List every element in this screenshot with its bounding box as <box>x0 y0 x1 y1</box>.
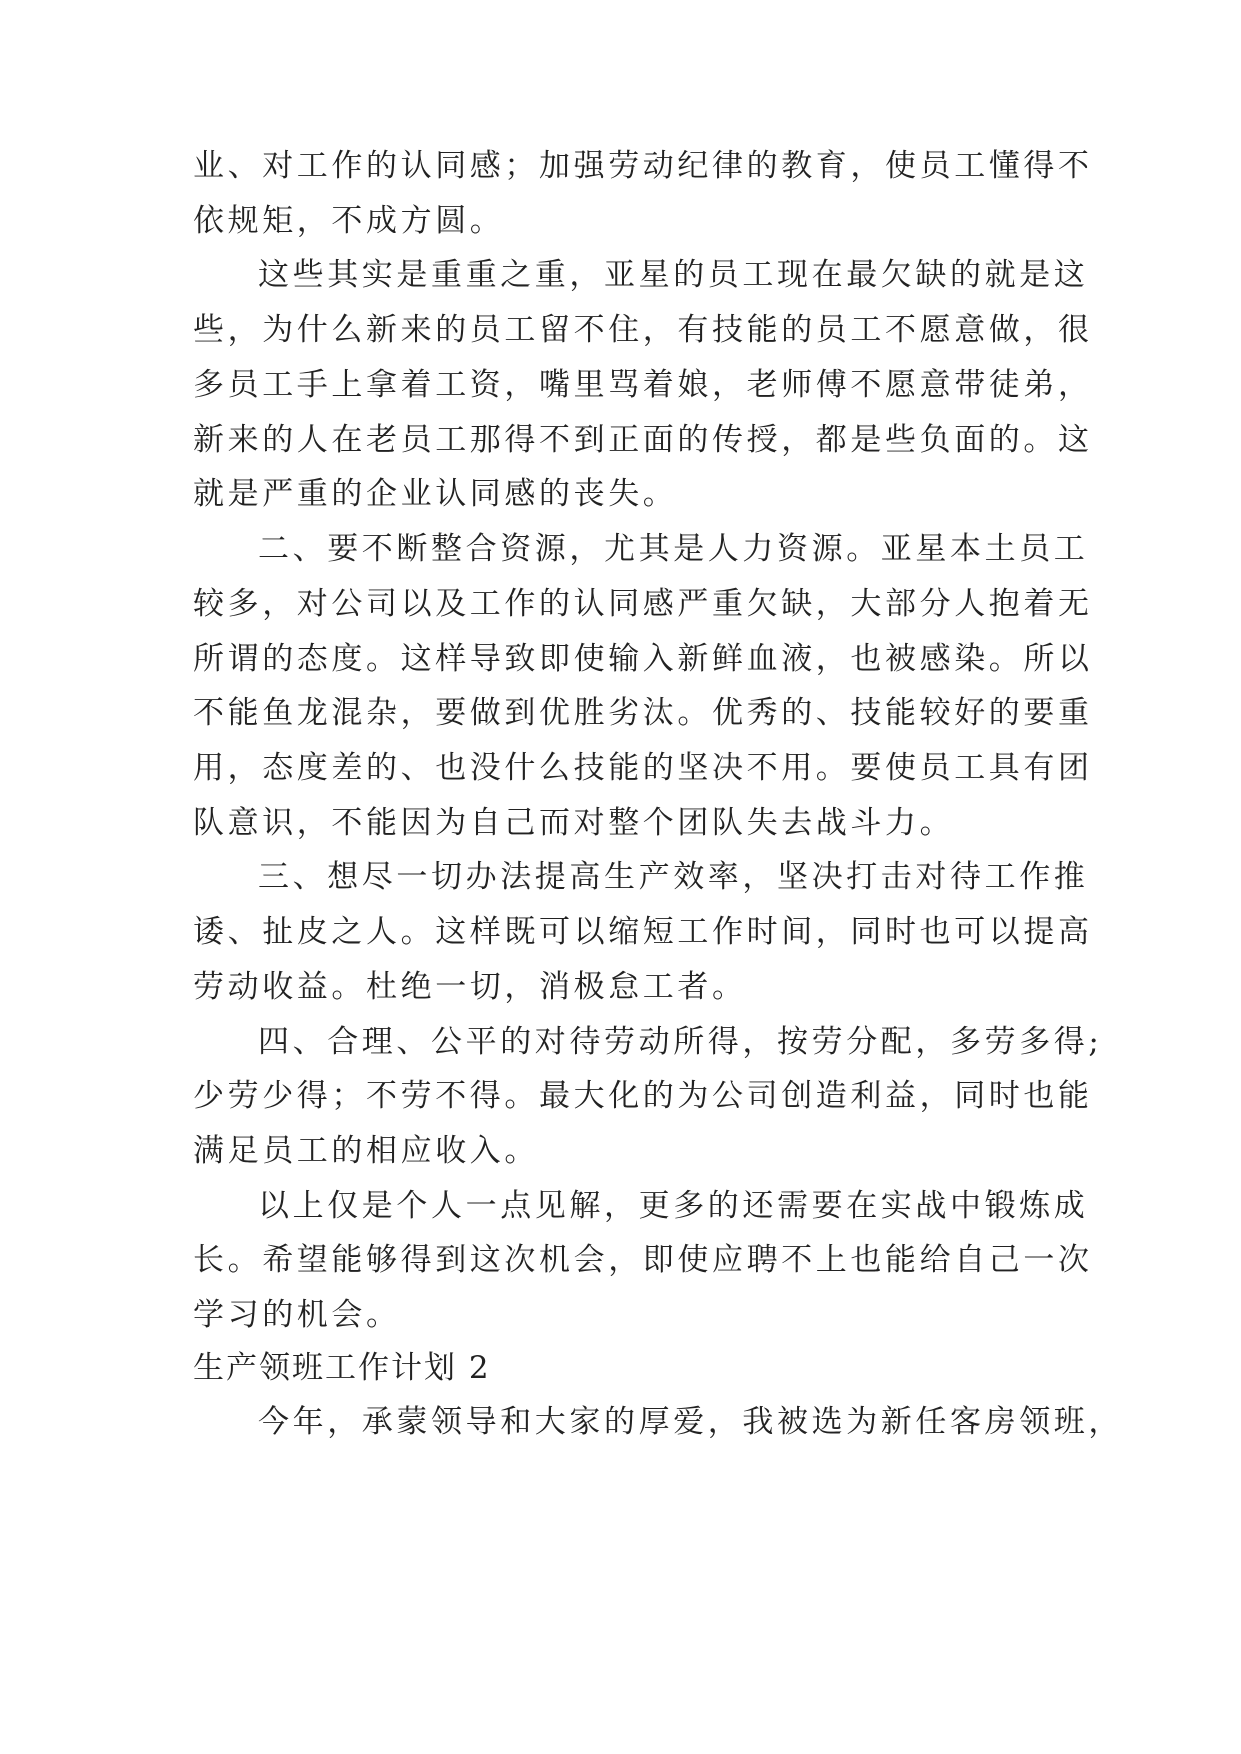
text-line-15: 诿、扯皮之人。这样既可以缩短工作时间，同时也可以提高 <box>193 914 1093 950</box>
text-line-5: 多员工手上拿着工资，嘴里骂着娘，老师傅不愿意带徒弟， <box>193 367 1093 403</box>
text-line-6: 新来的人在老员工那得不到正面的传授，都是些负面的。这 <box>193 422 1093 458</box>
text-line-13: 队意识，不能因为自己而对整个团队失去战斗力。 <box>193 805 955 841</box>
paragraph-start-line: 四、合理、公平的对待劳动所得，按劳分配，多劳多得; <box>258 1024 1103 1060</box>
text-line-16: 劳动收益。杜绝一切，消极怠工者。 <box>193 969 747 1005</box>
paragraph-start-line: 这些其实是重重之重，亚星的员工现在最欠缺的就是这 <box>258 257 1089 293</box>
text-line-12: 用，态度差的、也没什么技能的坚决不用。要使员工具有团 <box>193 750 1093 786</box>
text-line-7: 就是严重的企业认同感的丧失。 <box>193 476 678 512</box>
paragraph-start-line: 二、要不断整合资源，尤其是人力资源。亚星本土员工 <box>258 531 1089 567</box>
paragraph-start-line: 三、想尽一切办法提高生产效率，坚决打击对待工作推 <box>258 859 1089 895</box>
text-line-18: 少劳少得；不劳不得。最大化的为公司创造利益，同时也能 <box>193 1078 1093 1114</box>
text-line-11: 不能鱼龙混杂，要做到优胜劣汰。优秀的、技能较好的要重 <box>193 695 1093 731</box>
section-heading: 生产领班工作计划 2 <box>193 1350 491 1386</box>
text-line-2: 依规矩，不成方圆。 <box>193 203 505 239</box>
text-line-1: 业、对工作的认同感；加强劳动纪律的教育，使员工懂得不 <box>193 148 1093 184</box>
paragraph-start-line: 以上仅是个人一点见解，更多的还需要在实战中锻炼成 <box>258 1188 1089 1224</box>
text-line-10: 所谓的态度。这样导致即使输入新鲜血液，也被感染。所以 <box>193 641 1093 677</box>
text-line-9: 较多，对公司以及工作的认同感严重欠缺，大部分人抱着无 <box>193 586 1093 622</box>
text-line-19: 满足员工的相应收入。 <box>193 1133 539 1169</box>
text-line-4: 些，为什么新来的员工留不住，有技能的员工不愿意做，很 <box>193 312 1093 348</box>
paragraph-start-line: 今年，承蒙领导和大家的厚爱，我被选为新任客房领班， <box>258 1404 1123 1440</box>
text-line-22: 学习的机会。 <box>193 1297 401 1333</box>
text-line-21: 长。希望能够得到这次机会，即使应聘不上也能给自己一次 <box>193 1242 1093 1278</box>
